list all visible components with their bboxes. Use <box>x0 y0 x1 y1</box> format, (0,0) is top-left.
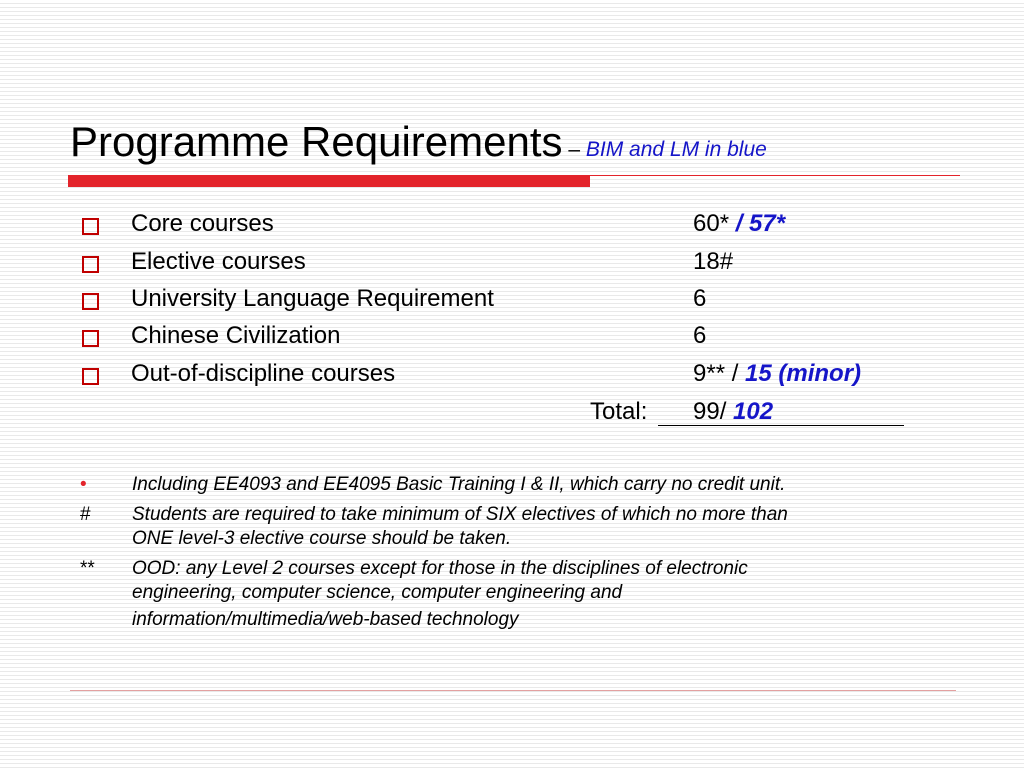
slide-title <box>70 118 767 166</box>
note-line: information/multimedia/web-based technology <box>132 609 519 630</box>
requirement-value <box>693 248 733 276</box>
value-text: 6 <box>693 285 707 312</box>
requirement-row <box>0 210 1024 246</box>
square-bullet-icon <box>82 218 99 235</box>
total-label: Total: <box>590 398 648 425</box>
title-subtitle: BIM and LM in blue <box>585 138 767 161</box>
requirement-row <box>0 248 1024 284</box>
total-underline <box>658 425 904 426</box>
requirement-label: University Language Requirement <box>131 285 494 312</box>
value-text: 18# <box>693 248 734 275</box>
total-value-text: 99/ <box>693 398 734 425</box>
value-text: 6 <box>693 322 707 349</box>
note-hash-mark: # <box>80 504 91 525</box>
note-bullet-icon: • <box>80 474 87 495</box>
square-bullet-icon <box>82 256 99 273</box>
value-blue-text: 15 (minor) <box>745 360 862 387</box>
requirement-row <box>0 322 1024 358</box>
title-dash: – <box>562 138 586 161</box>
value-blue-text: / 57* <box>735 210 786 237</box>
requirement-value <box>693 360 861 388</box>
square-bullet-icon <box>82 293 99 310</box>
requirement-row <box>0 285 1024 321</box>
square-bullet-icon <box>82 368 99 385</box>
value-text: 60* <box>693 210 736 237</box>
value-text: 9** / <box>693 360 746 387</box>
total-value <box>693 398 773 426</box>
requirement-label: Core courses <box>131 210 274 237</box>
total-row <box>0 398 1024 434</box>
requirement-row <box>0 360 1024 396</box>
note-double-asterisk-mark: ** <box>80 558 95 579</box>
note-line: ONE level-3 elective course should be taken. <box>132 528 512 549</box>
title-main: Programme Requirements <box>70 118 563 165</box>
total-value-blue: 102 <box>733 398 774 425</box>
requirement-label: Elective courses <box>131 248 306 275</box>
requirement-value <box>693 322 706 350</box>
requirement-value <box>693 285 706 313</box>
note-line: OOD: any Level 2 courses except for those in the disciplines of electronic <box>132 558 748 579</box>
footer-rule <box>70 690 956 691</box>
note-line: Students are required to take minimum of SIX electives of which no more than <box>132 504 788 525</box>
title-rule-thin <box>590 175 960 176</box>
requirement-label: Chinese Civilization <box>131 322 341 349</box>
note-line: engineering, computer science, computer engineering and <box>132 582 623 603</box>
title-rule-thick <box>68 175 590 187</box>
requirement-label: Out-of-discipline courses <box>131 360 396 387</box>
requirement-value <box>693 210 785 238</box>
note-line: Including EE4093 and EE4095 Basic Training I & II, which carry no credit unit. <box>132 474 786 495</box>
square-bullet-icon <box>82 330 99 347</box>
